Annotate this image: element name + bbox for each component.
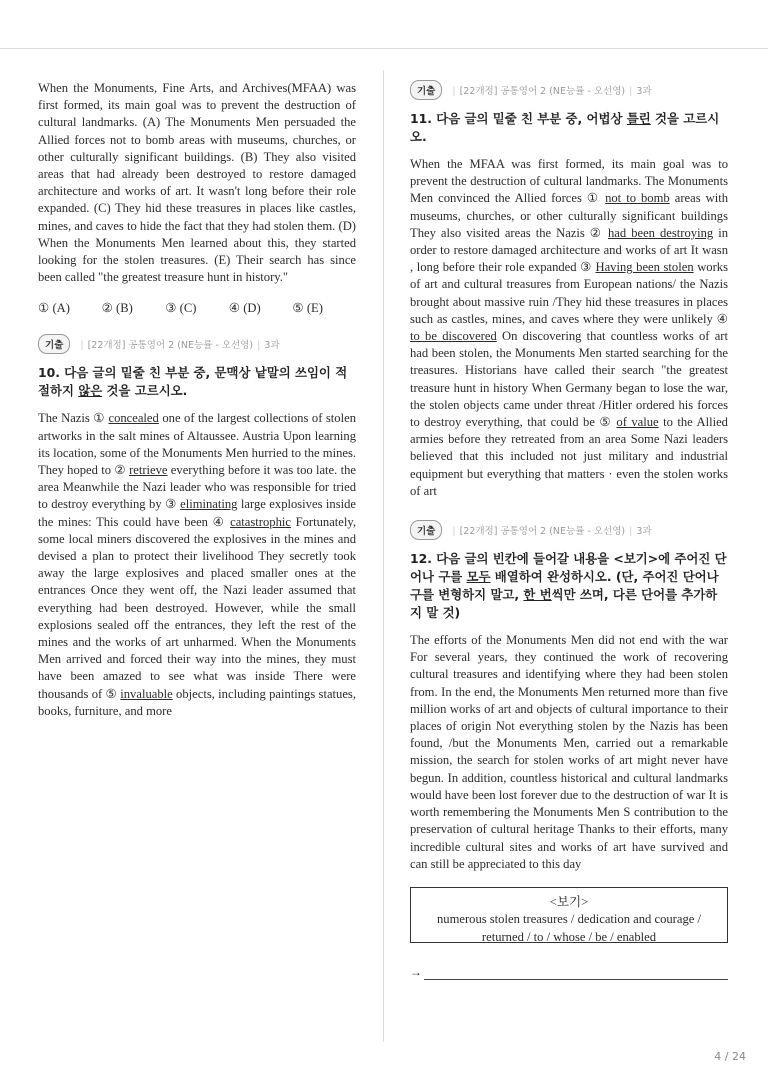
q12-title [410, 550, 728, 622]
q11-text-4: works of art and cultural treasures from European nations/ the Nazis brought about massive ruin /They hid these treasures in places such as castles, mines, and caves where they were unlikely ④ [410, 260, 729, 326]
q11-title [410, 110, 728, 146]
q12-unit: 3과 [636, 526, 652, 538]
passage-9-text: When the Monuments, Fine Arts, and Archives(MFAA) was first formed, its main goal was to prevent the destruction of cultural landmarks. (A) The Monuments Men persuaded the Allied forces not to bomb areas with museums, churches, or other culturally significant buildings. (B) They also visited areas that had already been destroyed to restore damaged architecture and works of art. It wasn't long before their role expanded. (C) They hid these treasures in places like castles, mines, and caves to hide the fact that they had stolen them. (D) When the Monuments Men learned about this, they started looking for the stolen treasures. (E) Their search has since been called "the greatest treasure hunt in history." [38, 81, 356, 285]
q11-text-6: to the Allied armies before they retreated from an area Some Nazi leaders believed that this included not just military and industrial equipment but everything that matters · even the stolen works of art [410, 415, 728, 498]
header-rule [0, 48, 768, 49]
q10-source: [22개정] 공통영어 2 (NE능률 - 오선영) [87, 340, 254, 352]
q11-source-line [410, 80, 728, 100]
q12-badge: 기출 [410, 520, 442, 540]
q12-title-part1: 12. 다음 글의 빈칸에 들어갈 내용을 <보기>에 주어진 단어나 구를 [410, 551, 727, 585]
q10-underline-1: concealed [108, 411, 159, 426]
q12-source: [22개정] 공통영어 2 (NE능률 - 오선영) [459, 526, 626, 538]
q11-title-underline: 틀린 [626, 111, 651, 126]
q10-passage [38, 410, 356, 720]
choice-e[interactable]: ⑤ (E) [292, 301, 323, 316]
passage-9-choices [38, 300, 356, 316]
q10-text-2: one of the largest collections of stolen artworks in the salt mines of Altaussee. Austria Upon learning its location, some of the Monuments Men hurried to the mines. They hoped to ② [38, 411, 356, 478]
q10-title-part2: 것을 고르시오. [102, 383, 188, 399]
bogi-title: <보기> [549, 894, 589, 909]
left-column [38, 80, 356, 720]
answer-area [410, 965, 728, 980]
q11-text-3: in order to restore damaged architecture and works of art It wasn , long before their role expanded ③ [410, 225, 728, 275]
q11-underline-5: of value [616, 415, 659, 430]
choice-c[interactable]: ③ (C) [165, 301, 197, 316]
bogi-line-1: numerous stolen treasures / dedication and courage / [436, 912, 702, 927]
answer-arrow: → [410, 964, 422, 979]
q10-text-4: large explosives inside the mines: This could have been ④ [38, 497, 356, 529]
q10-text-5: Fortunately, some local miners discovered the explosives in the mines and devised a plan to protect their livelihood They secretly took away the large explosives and placed smaller ones at the entrances Once they went off, the Nazi leader assumed that everything had been destroyed. However, while the small explosions sealed off the entrances, they left the rest of the mines and the works of art unharmed. When the Monuments Men arrived and forced their way into the mines, they must have been amazed to see what was inside There were thousands of ⑤ [38, 514, 357, 701]
q10-badge: 기출 [38, 334, 70, 354]
q11-source-wrap: | [22개정] 공통영어 2 (NE능률 - 오선영) | 3과 [452, 86, 652, 97]
q11-text-1: When the MFAA was first formed, its main goal was to prevent the destruction of cultural landmarks. The Monuments Men convinced the Allied forces ① [410, 157, 728, 206]
q10-source-line [38, 334, 356, 354]
right-column [410, 80, 728, 980]
q11-underline-3: Having been stolen [595, 260, 694, 275]
q11-text-5: On discovering that countless works of art had been stolen, the Monuments Men started searching for the treasures. Historians have called their search "the greatest treasure hunt in history When Germany began to lose the war, the stolen objects came under threat /Hitler ordered his forces to destroy everything, that could be ⑤ [410, 329, 729, 430]
bogi-box [410, 887, 728, 943]
q10-underline-3: eliminating [180, 497, 238, 512]
q10-underline-5: invaluable [120, 686, 173, 701]
choice-b[interactable]: ② (B) [101, 301, 133, 316]
q10-source-wrap: | [22개정] 공통영어 2 (NE능률 - 오선영) | 3과 [80, 340, 280, 352]
q12-title-part2: 배열하여 완성하시오. (단, 주어진 단어나 구를 변형하지 말고, [410, 569, 719, 603]
q11-underline-2: had been destroying [608, 225, 714, 240]
q11-text-2: areas with museums, churches, or other culturally significant buildings They also visited areas the Nazis ② [410, 191, 729, 240]
column-divider [383, 70, 384, 1042]
q11-underline-1: not to bomb [605, 191, 670, 206]
answer-line[interactable] [424, 973, 728, 980]
choice-d[interactable]: ④ (D) [228, 301, 261, 316]
q12-title-part3: 씩만 쓰며, 다른 단어를 추가하지 말 것) [410, 587, 718, 621]
q10-text-3: everything before it was too late. the area Meanwhile the Nazi leader who was responsible for tried to destroy everything by ③ [38, 463, 356, 512]
q10-underline-4: catastrophic [230, 514, 291, 529]
q10-title [38, 364, 356, 400]
q12-title-underline-1: 모두 [466, 569, 491, 585]
q10-text-6: objects, including paintings statues, books, furniture, and more [38, 686, 356, 718]
q10-underline-2: retrieve [129, 463, 168, 478]
q12-source-wrap: | [22개정] 공통영어 2 (NE능률 - 오선영) | 3과 [452, 526, 652, 538]
q10-title-part1: 10. 다음 글의 밑줄 친 부분 중, 문맥상 낱말의 쓰임이 적절하지 [38, 365, 348, 399]
bogi-line-2: returned / to / whose / be / enabled [481, 929, 657, 944]
q11-badge: 기출 [410, 80, 442, 100]
q12-title-underline-2: 한 번 [523, 587, 552, 603]
q11-title-part2: 것을 고르시오. [410, 111, 720, 144]
q11-passage [410, 156, 728, 500]
page-number: 4 / 24 [714, 1050, 746, 1063]
q11-source: [22개정] 공통영어 2 (NE능률 - 오선영) [459, 86, 626, 97]
q12-source-line [410, 520, 728, 540]
q11-unit: 3과 [636, 86, 652, 97]
q10-unit: 3과 [264, 340, 280, 352]
q12-passage: The efforts of the Monuments Men did not end with the war For several years, they continued the work of recovering cultural treasures and identifying where they had been stolen from. In the end, the Monuments Men returned more than five million works of art and objects of cultural importance to their places of origin Not everything stolen by the Nazis has been found, /but the Monuments Men, carried out a remarkable mission, the search for stolen works of art might never have begun. In addition, countless historical and cultural landmarks would have been lost forever due to the destruction of war It is worth remembering the Monuments Men S contribution to the preservation of cultural heritage Thanks to their efforts, many incredible cultural sites and works of art have survived and can still be appreciated to this day [410, 633, 728, 871]
q10-title-underline: 않은 [78, 383, 103, 399]
q10-text-1: The Nazis ① [38, 411, 109, 426]
choice-a[interactable]: ① (A) [38, 301, 70, 316]
q11-title-part1: 11. 다음 글의 밑줄 친 부분 중, 어법상 [410, 111, 627, 126]
q11-underline-4: to be discovered [410, 329, 497, 344]
